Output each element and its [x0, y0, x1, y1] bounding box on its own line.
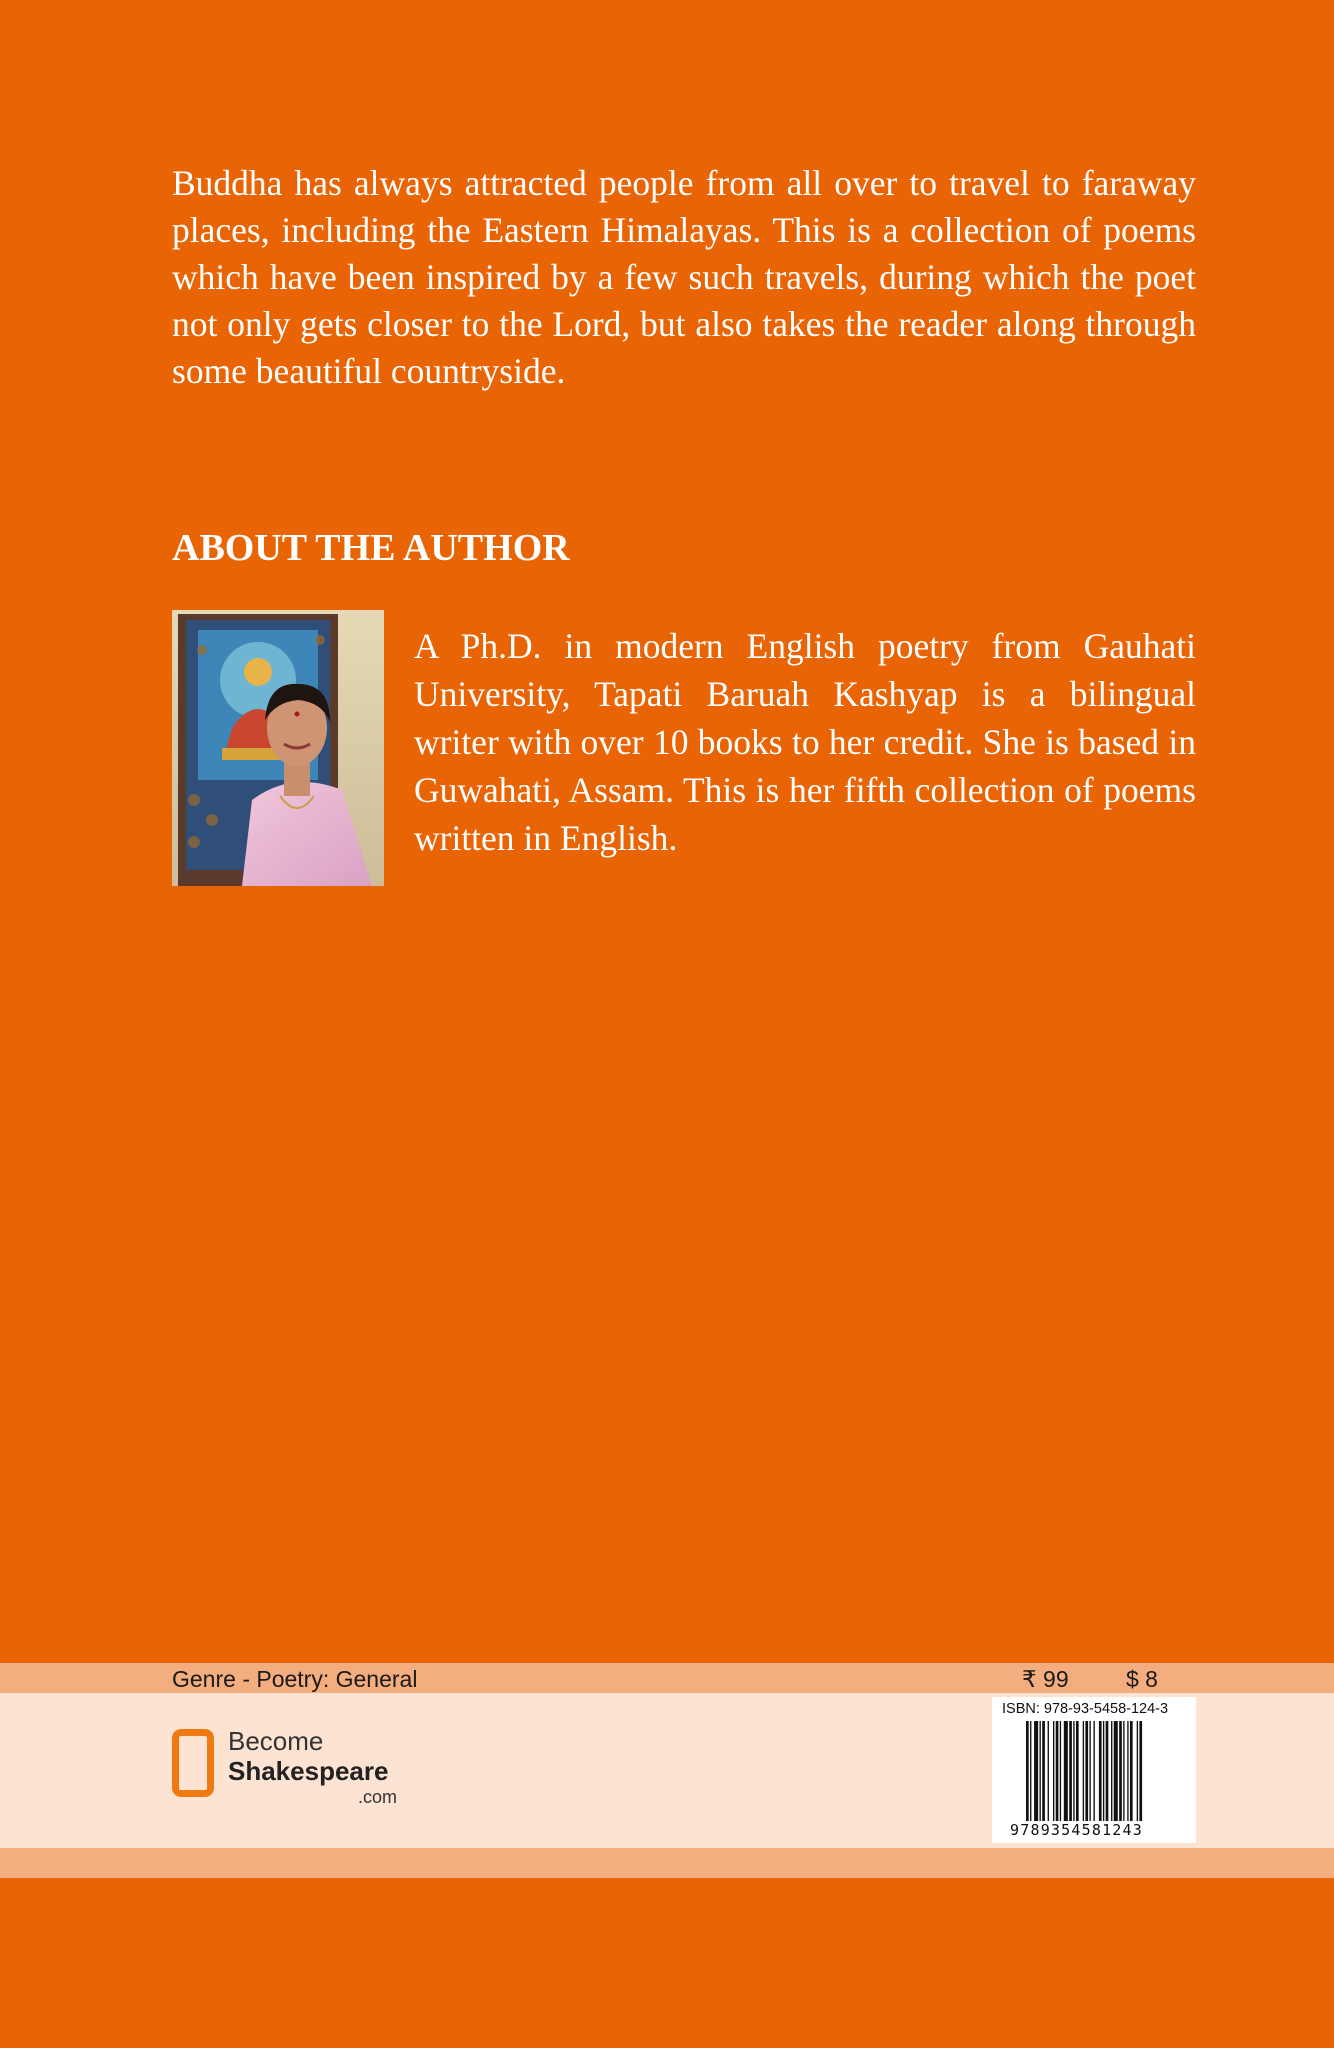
logo-text-become: Become	[228, 1726, 324, 1756]
genre-label: Genre - Poetry: General	[172, 1666, 418, 1692]
barcode-bar	[1099, 1721, 1102, 1821]
barcode-bar	[1034, 1721, 1038, 1821]
info-band-bottom	[0, 1848, 1334, 1878]
author-portrait-illustration	[172, 610, 384, 886]
barcode-bar	[1073, 1721, 1074, 1821]
logo-text-domain: .com	[358, 1787, 398, 1807]
barcode-bar	[1103, 1721, 1104, 1821]
barcode-bar	[1083, 1721, 1084, 1821]
barcode-bar	[1119, 1721, 1122, 1821]
isbn-label: ISBN: 978-93-5458-124-3	[1002, 1701, 1169, 1717]
barcode-bar	[1064, 1721, 1068, 1821]
barcode-digits: 9789354581243	[1010, 1821, 1143, 1839]
barcode-bar	[1076, 1721, 1079, 1821]
barcode-bar	[1030, 1721, 1031, 1821]
barcode-bar	[1139, 1721, 1142, 1821]
author-bio: A Ph.D. in modern English poetry from Gauhati University, Tapati Baruah Kashyap is a bilingual writer with over 10 books to her credit. She is based in Guwahati, Assam. This is her fifth collection of poems written in English.	[414, 626, 1196, 858]
barcode-icon	[1026, 1721, 1182, 1821]
barcode-bar	[1056, 1721, 1059, 1821]
barcode-bar	[1123, 1721, 1124, 1821]
book-outline-icon	[172, 1729, 214, 1797]
barcode-bar	[1127, 1721, 1128, 1821]
barcode-bar	[1060, 1721, 1061, 1821]
price-usd: $ 8	[1126, 1666, 1158, 1692]
barcode-bar	[1069, 1721, 1072, 1821]
barcode-bar	[1114, 1721, 1118, 1821]
barcode-bar	[1111, 1721, 1112, 1821]
barcode-bar	[1053, 1721, 1054, 1821]
barcode-bar	[1026, 1721, 1029, 1821]
barcode-bar	[1130, 1721, 1133, 1821]
barcode-bar	[1048, 1721, 1049, 1821]
publisher-logo	[172, 1726, 432, 1816]
barcode-box	[992, 1697, 1196, 1843]
barcode-bar	[1040, 1721, 1041, 1821]
barcode-bar	[1042, 1721, 1045, 1821]
price-inr: ₹ 99	[1022, 1666, 1069, 1692]
barcode-bar	[1089, 1721, 1090, 1821]
about-author-heading: ABOUT THE AUTHOR	[172, 527, 570, 569]
barcode-bar	[1094, 1721, 1095, 1821]
barcode-bar	[1106, 1721, 1109, 1821]
book-blurb: Buddha has always attracted people from all over to travel to faraway places, including the Eastern Himalayas. This is a collection of poems which have been inspired by a few such travels, during which the poet not only gets closer to the Lord, but also takes the reader along through some beautiful countryside.	[172, 163, 1196, 391]
author-photo	[172, 610, 384, 886]
logo-text-shakespeare: Shakespeare	[228, 1756, 389, 1786]
barcode-bar	[1137, 1721, 1138, 1821]
barcode-bar	[1085, 1721, 1088, 1821]
